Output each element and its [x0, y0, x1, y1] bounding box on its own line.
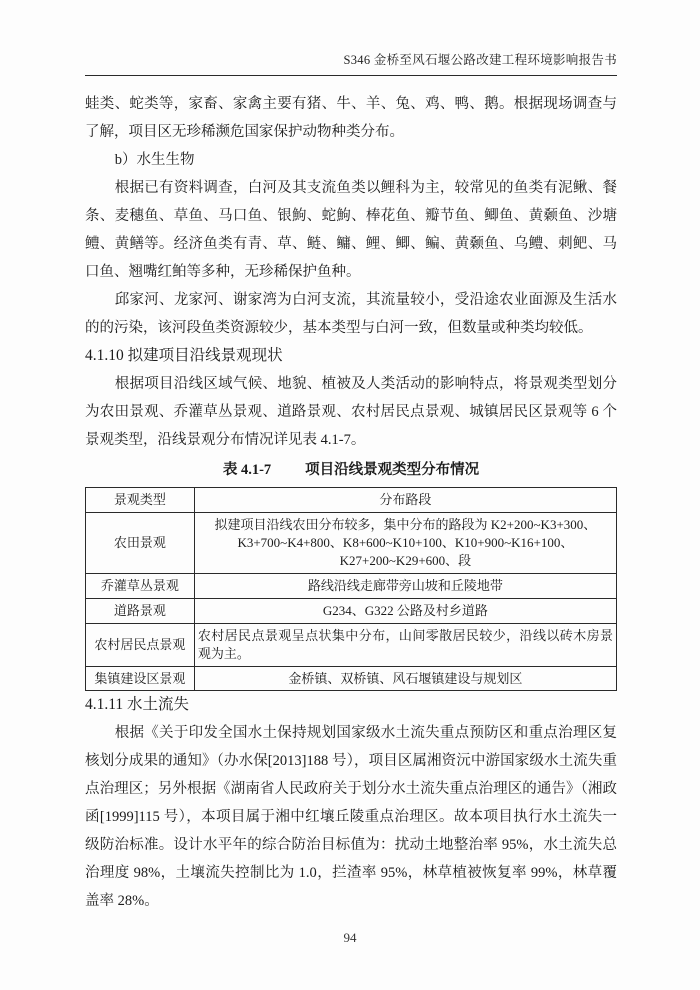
paragraph-tributary-rivers: 邱家河、龙家河、谢家湾为白河支流，其流量较小，受沿途农业面源及生活水的的污染，该河段鱼类资源较少，基本类型与白河一致，但数量或种类均较低。 — [85, 292, 617, 336]
page-footer — [0, 930, 700, 946]
page-content — [85, 90, 617, 915]
table-caption — [85, 457, 617, 483]
cell-landscape-type: 道路景观 — [86, 598, 195, 623]
table-caption-title: 项目沿线景观类型分布情况 — [305, 462, 480, 478]
paragraph-fish-species: 根据已有资料调查，白河及其支流鱼类以鲤科为主，较常见的鱼类有泥鳅、餐条、麦穗鱼、草鱼、马口鱼、银鮈、蛇鮈、棒花鱼、瓣节鱼、鲫鱼、黄颡鱼、沙塘鳢、黄鳝等。经济鱼类有青、草、鲢、鳙、鲤、鲫、鳊、黄颡鱼、乌鳢、刺鲃、马口鱼、翘嘴红鲌等多种，无珍稀保护鱼种。 — [85, 180, 617, 280]
running-header-title: S346 金桥至风石堰公路改建工程环境影响报告书 — [343, 53, 617, 67]
landscape-distribution-table — [85, 487, 617, 691]
cell-landscape-type: 集镇建设区景观 — [86, 666, 195, 691]
section-heading-4-1-10: 4.1.10 拟建项目沿线景观现状 — [85, 347, 283, 364]
section-heading-4-1-11: 4.1.11 水土流失 — [85, 696, 190, 714]
header-divider — [85, 75, 617, 76]
cell-landscape-type: 农村居民点景观 — [86, 623, 195, 666]
page-number: 94 — [343, 930, 357, 945]
table-row — [86, 666, 617, 691]
page-header — [85, 52, 617, 76]
subheading-aquatic-life: b）水生生物 — [114, 152, 195, 168]
table-header-row — [86, 488, 617, 513]
cell-distribution: G234、G322 公路及村乡道路 — [194, 598, 616, 623]
column-header-distribution-section: 分布路段 — [194, 488, 616, 513]
column-header-landscape-type: 景观类型 — [86, 488, 195, 513]
table-row — [86, 623, 617, 666]
cell-distribution: 农村居民点景观呈点状集中分布，山间零散居民较少，沿线以砖木房景观为主。 — [194, 623, 616, 666]
cell-landscape-type: 乔灌草丛景观 — [86, 573, 195, 598]
paragraph-landscape-types: 根据项目沿线区域气候、地貌、植被及人类活动的影响特点，将景观类型划分为农田景观、乔灌草丛景观、道路景观、农村居民点景观、城镇居民区景观等 6 个景观类型，沿线景观分布情况详见表 4.1-7。 — [85, 376, 617, 448]
table-row — [86, 512, 617, 573]
paragraph-terrestrial-animals: 蛙类、蛇类等，家畜、家禽主要有猪、牛、羊、兔、鸡、鸭、鹅。根据现场调查与了解，项目区无珍稀濒危国家保护动物种类分布。 — [85, 96, 617, 140]
cell-distribution: 金桥镇、双桥镇、风石堰镇建设与规划区 — [194, 666, 616, 691]
paragraph-soil-erosion: 根据《关于印发全国水土保持规划国家级水土流失重点预防区和重点治理区复核划分成果的通知》（办水保[2013]188 号），项目区属湘资沅中游国家级水土流失重点治理区；另外根据《湖南省人民政府关于划分水土流失重点治理区的通告》（湘政函[1999]115 号），本项目属于湘中红壤丘陵重点治理区。故本项目执行水土流失一级防治标准。设计水平年的综合防治目标值为：扰动土地整治率 95%，水土流失总治理度 98%，土壤流失控制比为 1.0，拦渣率 95%，林草植被恢复率 99%，林草覆盖率 28%。 — [85, 725, 617, 910]
cell-distribution: 路线沿线走廊带旁山坡和丘陵地带 — [194, 573, 616, 598]
table-row — [86, 598, 617, 623]
cell-landscape-type: 农田景观 — [86, 512, 195, 573]
table-row — [86, 573, 617, 598]
table-caption-label: 表 4.1-7 — [222, 462, 272, 478]
cell-distribution: 拟建项目沿线农田分布较多，集中分布的路段为 K2+200~K3+300、K3+700~K4+800、K8+600~K10+100、K10+900~K16+100、K27+200~K29+600、段 — [194, 512, 616, 573]
